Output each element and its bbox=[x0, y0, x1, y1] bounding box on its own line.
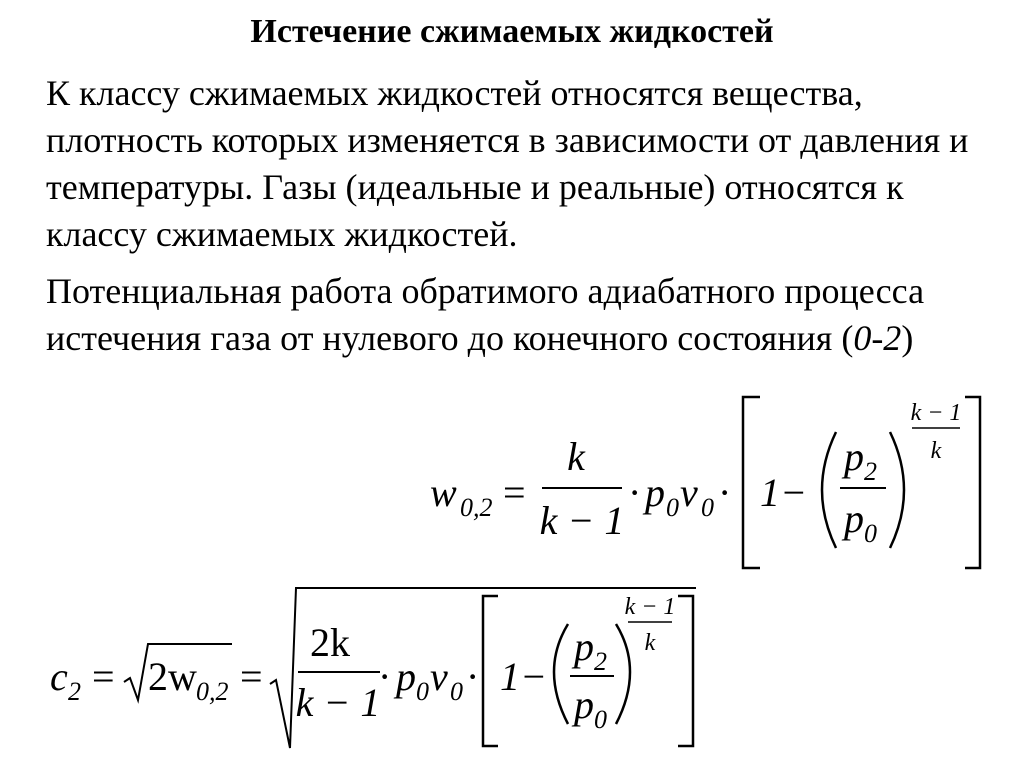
f1-ratio-den: p bbox=[844, 496, 864, 541]
f2-p: p bbox=[396, 654, 416, 699]
f1-one-minus: 1− bbox=[760, 470, 807, 515]
f2-equals2: = bbox=[240, 654, 263, 699]
f2-left-paren bbox=[554, 624, 568, 724]
f1-ratio-num-sub: 2 bbox=[864, 457, 877, 486]
f2-ratio-num-sub: 2 bbox=[594, 647, 607, 676]
f1-p: p bbox=[645, 470, 665, 515]
f2-v-sub: 0 bbox=[450, 677, 463, 706]
f1-exp-num: k − 1 bbox=[910, 400, 962, 426]
f1-frac-num: k bbox=[567, 434, 585, 479]
f2-p-sub: 0 bbox=[416, 677, 429, 706]
paragraph-compressible-definition: К классу сжимаемых жидкостей относятся вещества, плотность которых изменяется в зависимости от давления и температуры. Газы (идеальные и реальные) относятся к классу сжимаемых жидкостей. bbox=[46, 73, 969, 254]
f2-equals: = bbox=[92, 654, 115, 699]
f1-ratio-den-sub: 0 bbox=[864, 519, 877, 548]
slide-title: Истечение сжимаемых жидкостей bbox=[250, 13, 774, 50]
f2-left-bracket bbox=[483, 596, 498, 746]
f1-lhs-sub: 0,2 bbox=[460, 493, 493, 522]
f1-dot1: · bbox=[628, 470, 642, 515]
f1-dot2: · bbox=[718, 470, 732, 515]
f2-ratio-num: p bbox=[574, 624, 594, 669]
f1-ratio-num: p bbox=[844, 434, 864, 479]
f2-ratio-den-sub: 0 bbox=[594, 705, 607, 734]
f2-dot2: · bbox=[466, 654, 480, 699]
f2-right-bracket bbox=[678, 596, 693, 746]
f2-v: v bbox=[430, 654, 448, 699]
f2-lhs-var: c bbox=[50, 654, 68, 699]
f1-v-sub: 0 bbox=[701, 493, 714, 522]
f1-lhs-var: w bbox=[430, 470, 457, 515]
f2-lhs-sub: 2 bbox=[68, 677, 81, 706]
f1-p-sub: 0 bbox=[666, 493, 679, 522]
paragraph-potential-work-close: ) bbox=[901, 318, 914, 358]
f2-sqrt-inner: 2w bbox=[148, 654, 197, 699]
f1-v: v bbox=[680, 470, 698, 515]
f1-equals: = bbox=[503, 470, 526, 515]
f2-exp-num: k − 1 bbox=[624, 594, 676, 620]
f2-exp-den: k bbox=[644, 630, 656, 656]
f2-frac-den: k − 1 bbox=[295, 680, 381, 725]
paragraph-potential-work-text: Потенциальная работа обратимого адиабатного процесса истечения газа от нулевого до конечного состояния ( bbox=[46, 271, 925, 358]
f2-sqrt-inner-sub: 0,2 bbox=[196, 677, 229, 706]
f2-right-paren bbox=[616, 624, 630, 724]
f1-frac-den: k − 1 bbox=[539, 498, 625, 543]
f2-one-minus: 1− bbox=[500, 654, 547, 699]
f2-frac-num: 2k bbox=[310, 620, 350, 665]
f2-sqrt-inner-2 bbox=[148, 654, 197, 699]
f1-exp-den: k bbox=[930, 438, 942, 464]
state-label: 0-2 bbox=[853, 318, 902, 358]
f2-dot1: · bbox=[378, 654, 392, 699]
f2-ratio-den: p bbox=[574, 682, 594, 727]
